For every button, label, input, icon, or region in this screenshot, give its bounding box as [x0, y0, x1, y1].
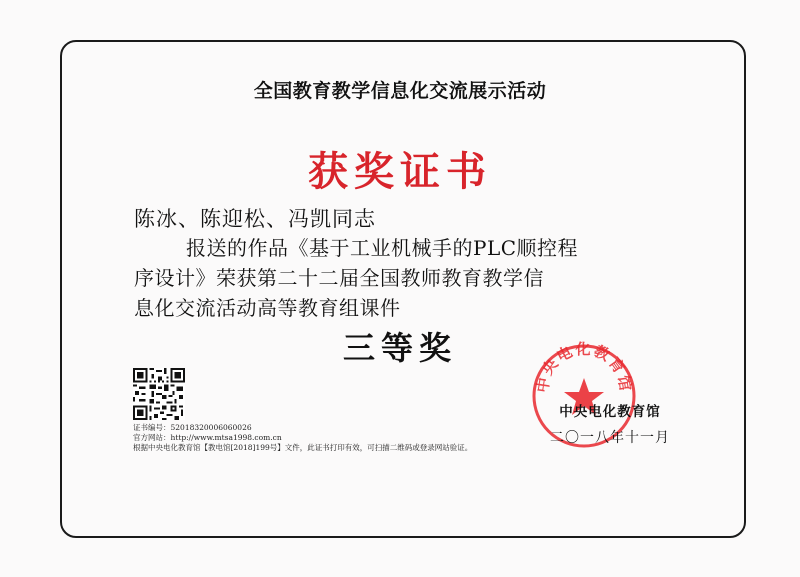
event-title: 全国教育教学信息化交流展示活动 — [253, 80, 547, 102]
verification-note: 根据中央电化教育馆【教电馆[2018]199号】文件，此证书打印有效，可扫描二维码或登录网站验证。 — [133, 443, 473, 452]
certificate-title: 获奖证书 — [308, 148, 492, 195]
award-description-line-1: 报送的作品《基于工业机械手的PLC顺控程 — [186, 236, 579, 260]
prize-level: 三等奖 — [342, 329, 457, 367]
recipients-line: 陈冰、陈迎松、冯凯同志 — [134, 207, 376, 231]
certificate-footnote — [133, 423, 472, 453]
qr-code[interactable] — [133, 368, 185, 420]
award-description-line-3: 息化交流活动高等教育组课件 — [134, 296, 401, 320]
official-website-link[interactable]: 官方网站：http://www.mtsa1998.com.cn — [133, 433, 282, 442]
issue-date: 二〇一八年十一月 — [550, 430, 670, 446]
issuing-organization: 中央电化教育馆 — [559, 404, 661, 420]
award-description-line-2: 序设计》荣获第二十二届全国教师教育教学信 — [134, 266, 544, 290]
certificate-number: 证书编号：52018320006060026 — [133, 423, 252, 432]
svg-text:中央电化教育馆: 中央电化教育馆 — [533, 340, 635, 394]
award-description — [134, 233, 700, 323]
